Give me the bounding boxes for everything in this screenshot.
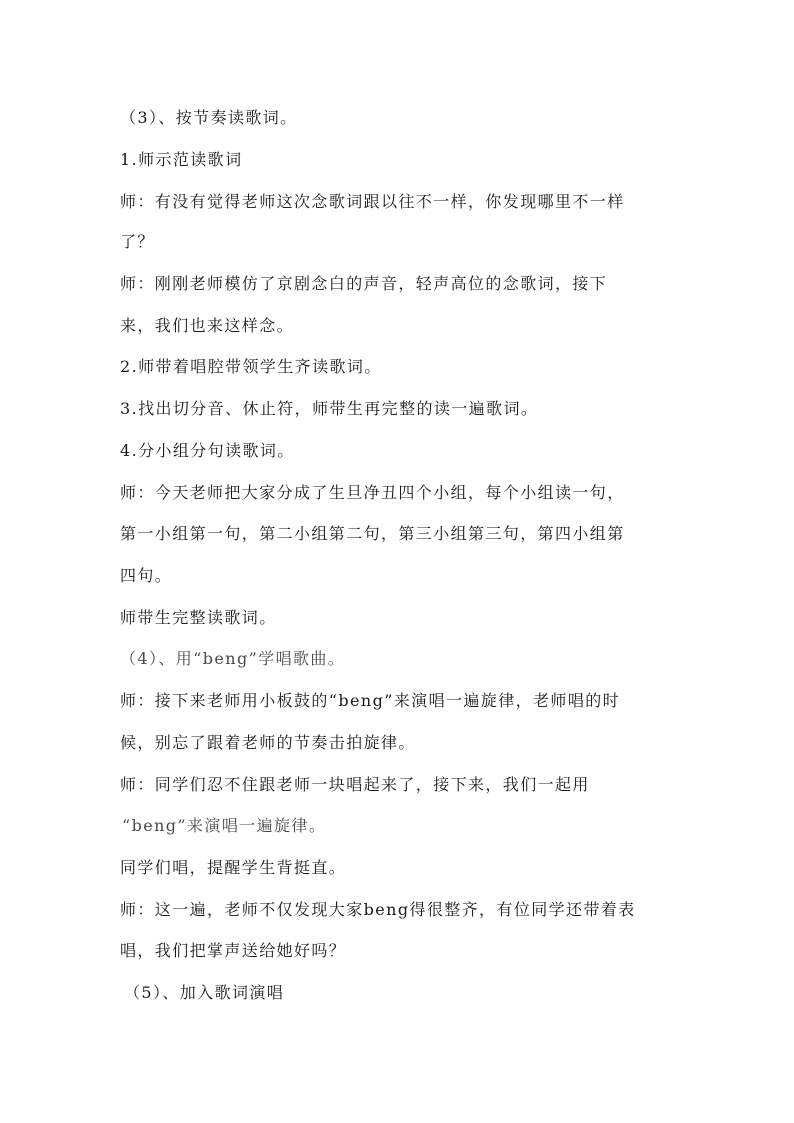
section-heading-4: （4）、用“beng”学唱歌曲。	[120, 649, 346, 668]
step-4-text: 4.分小组分句读歌词。	[120, 441, 295, 460]
paragraph-line: “beng”来演唱一遍旋律。	[122, 816, 327, 835]
paragraph-line: 来，我们也来这样念。	[120, 316, 295, 335]
paragraph-line: 同学们唱，提醒学生背挺直。	[120, 858, 347, 877]
paragraph-line: 师：刚刚老师模仿了京剧念白的声音，轻声高位的念歌词，接下	[120, 274, 608, 293]
paragraph-line: 师带生完整读歌词。	[120, 608, 277, 627]
paragraph-line: 唱，我们把掌声送给她好吗？	[120, 941, 347, 960]
section-heading-3: （3）、按节奏读歌词。	[120, 108, 298, 127]
paragraph-line: 师：同学们忍不住跟老师一块唱起来了，接下来，我们一起用	[120, 775, 590, 794]
paragraph-line: 第一小组第一句，第二小组第二句，第三小组第三句，第四小组第	[120, 524, 625, 543]
step-1-text: 1.师示范读歌词	[120, 150, 243, 169]
paragraph-line: 四句。	[120, 566, 173, 585]
step-2-text: 2.师带着唱腔带领学生齐读歌词。	[120, 357, 382, 376]
paragraph-line: 师：这一遍，老师不仅发现大家beng得很整齐，有位同学还带着表	[120, 900, 636, 919]
paragraph-line: 师：接下来老师用小板鼓的“beng”来演唱一遍旋律，老师唱的时	[120, 691, 621, 710]
paragraph-line: 了？	[120, 232, 155, 251]
section-heading-5: （5）、加入歌词演唱	[124, 983, 285, 1002]
paragraph-line: 师：今天老师把大家分成了生旦净丑四个小组，每个小组读一句，	[120, 483, 625, 502]
paragraph-line: 师：有没有觉得老师这次念歌词跟以往不一样，你发现哪里不一样	[120, 192, 625, 211]
step-3-text: 3.找出切分音、休止符，师带生再完整的读一遍歌词。	[120, 399, 539, 418]
paragraph-line: 候，别忘了跟着老师的节奏击拍旋律。	[120, 733, 416, 752]
